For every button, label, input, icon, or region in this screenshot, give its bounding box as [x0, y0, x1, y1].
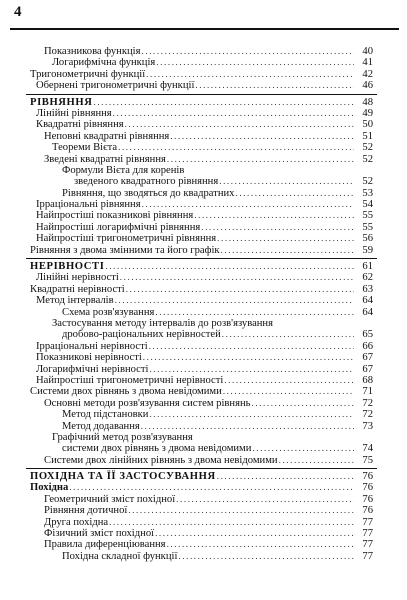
dot-leader [69, 482, 354, 493]
toc-entry-page-number: 61 [362, 261, 373, 273]
dot-leader [113, 108, 354, 119]
toc-entry-title: Логарифмічні нерівності [36, 363, 149, 375]
toc-entry-title: Правила диференціювання [44, 539, 166, 551]
dot-leader [115, 295, 354, 306]
dot-leader [156, 57, 354, 68]
toc-entry-page-number: 77 [362, 528, 373, 540]
section-divider [26, 258, 377, 259]
toc-entry[interactable] [30, 398, 373, 409]
toc-entry-title: Теореми Вієта [52, 142, 118, 154]
toc-entry[interactable] [30, 57, 373, 68]
toc-entry[interactable] [30, 46, 373, 57]
dot-leader [167, 154, 354, 165]
toc-entry[interactable] [30, 176, 373, 187]
dot-leader [217, 471, 354, 482]
dot-leader [224, 375, 354, 386]
toc-entry[interactable] [30, 233, 373, 244]
toc-entry-page-number: 71 [362, 386, 373, 398]
toc-entry[interactable] [30, 494, 373, 505]
toc-entry-title: Логарифмічна функція [52, 57, 156, 69]
toc-entry-page-number: 46 [362, 80, 373, 92]
toc-entry-page-number: 41 [362, 57, 373, 69]
toc-entry[interactable] [30, 443, 373, 454]
dot-leader [155, 528, 354, 539]
toc-entry[interactable] [30, 318, 373, 329]
toc-entry-title: Похідна складної функції [62, 550, 178, 562]
toc-section-heading[interactable] [30, 471, 373, 482]
toc-entry-title: Квадратні рівняння [36, 119, 124, 131]
dot-leader [125, 119, 354, 130]
dot-leader [126, 284, 354, 295]
toc-entry-page-number: 55 [362, 210, 373, 222]
dot-leader [141, 46, 354, 57]
toc-entry-title: Обернені тригонометричні функції [36, 80, 195, 92]
toc-entry-title: Графічний метод розв'язування [52, 431, 193, 443]
toc-entry-title: Найпростіші тригонометричні нерівності [36, 374, 224, 386]
toc-entry-title: Системи двох лінійних рівнянь з двома невідомими [44, 454, 278, 466]
dot-leader [109, 517, 354, 528]
dot-leader [201, 222, 354, 233]
toc-entry-page-number: 52 [362, 142, 373, 154]
dot-leader [105, 261, 354, 272]
toc-entry[interactable] [30, 352, 373, 363]
toc-entry[interactable] [30, 517, 373, 528]
toc-entry-title: Квадратні нерівності [30, 283, 125, 295]
section-divider [26, 468, 377, 469]
dot-leader [178, 551, 354, 562]
toc-entry-page-number: 52 [362, 176, 373, 188]
toc-entry[interactable] [30, 210, 373, 221]
toc-entry-title: Схема розв'язування [62, 306, 155, 318]
dot-leader [252, 443, 354, 454]
toc-entry-title: НЕРІВНОСТІ [30, 261, 105, 273]
toc-entry-title: Найпростіші логарифмічні рівняння [36, 221, 201, 233]
dot-leader [120, 272, 354, 283]
toc-entry-title: Лінійні рівняння [36, 107, 112, 119]
toc-entry-page-number: 48 [362, 96, 373, 108]
toc-entry-title: РІВНЯННЯ [30, 96, 93, 108]
toc-entry-title: Метод інтервалів [36, 295, 114, 307]
toc-entry-page-number: 67 [362, 352, 373, 364]
toc-entry-page-number: 55 [362, 221, 373, 233]
dot-leader [219, 176, 354, 187]
toc-entry-title: Похідна [30, 482, 69, 494]
dot-leader [128, 505, 354, 516]
toc-entry[interactable] [30, 409, 373, 420]
toc-entry-page-number: 59 [362, 244, 373, 256]
dot-leader [146, 69, 354, 80]
dot-leader [141, 421, 354, 432]
toc-entry-page-number: 72 [362, 397, 373, 409]
toc-entry[interactable] [30, 272, 373, 283]
toc-entry[interactable] [30, 188, 373, 199]
toc-entry-title: Найпростіші тригонометричні рівняння [36, 233, 217, 245]
toc-entry[interactable] [30, 199, 373, 210]
toc-entry-title: Показникові нерівності [36, 352, 142, 364]
toc-entry-page-number: 56 [362, 233, 373, 245]
toc-entry-title: ПОХІДНА ТА ЇЇ ЗАСТОСУВАННЯ [30, 471, 216, 483]
toc-entry[interactable] [30, 455, 373, 466]
toc-entry[interactable] [30, 119, 373, 130]
dot-leader [194, 210, 354, 221]
toc-entry-title: Показникова функція [44, 46, 141, 57]
toc-entry[interactable] [30, 284, 373, 295]
toc-entry[interactable] [30, 154, 373, 165]
toc-entry[interactable] [30, 482, 373, 493]
toc-entry-page-number: 42 [362, 68, 373, 80]
toc-entry[interactable] [30, 307, 373, 318]
toc-entry[interactable] [30, 131, 373, 142]
toc-entry-title: Лінійні нерівності [36, 272, 119, 284]
toc-entry-title: Рівняння дотичної [44, 505, 128, 517]
dot-leader [155, 307, 354, 318]
toc-entry[interactable] [30, 341, 373, 352]
toc-entry[interactable] [30, 222, 373, 233]
toc-entry-page-number: 76 [362, 505, 373, 517]
dot-leader [223, 386, 354, 397]
toc-entry-page-number: 54 [362, 199, 373, 211]
toc-entry-title: Фізичний зміст похідної [44, 528, 155, 540]
toc-entry-page-number: 64 [362, 306, 373, 318]
toc-entry-title: Неповні квадратні рівняння [44, 130, 170, 142]
dot-leader [149, 364, 354, 375]
toc-entry-title: Тригонометричні функції [30, 68, 146, 80]
dot-leader [221, 245, 354, 256]
dot-leader [167, 539, 354, 550]
toc-entry-page-number: 52 [362, 153, 373, 165]
toc-entry[interactable] [30, 80, 373, 91]
toc-entry[interactable] [30, 364, 373, 375]
toc-entry-page-number: 74 [362, 443, 373, 455]
dot-leader [143, 352, 354, 363]
toc-entry-page-number: 77 [362, 539, 373, 551]
toc-entry-title: зведеного квадратного рівняння [74, 176, 219, 188]
toc-entry-page-number: 50 [362, 119, 373, 131]
toc-entry-page-number: 66 [362, 340, 373, 352]
toc-entry[interactable] [30, 108, 373, 119]
toc-entry[interactable] [30, 421, 373, 432]
toc-entry-title: Рівняння з двома змінними та його графік [30, 244, 220, 256]
toc-entry[interactable] [30, 386, 373, 397]
toc-entry-page-number: 49 [362, 107, 373, 119]
toc-entry-title: Найпростіші показникові рівняння [36, 210, 194, 222]
toc-entry[interactable] [30, 142, 373, 153]
toc-entry-page-number: 62 [362, 272, 373, 284]
dot-leader [217, 233, 354, 244]
toc-entry[interactable] [30, 245, 373, 256]
toc-entry-page-number: 77 [362, 550, 373, 562]
toc-entry-page-number: 65 [362, 329, 373, 341]
toc-entry-page-number: 51 [362, 130, 373, 142]
toc-entry-page-number: 40 [362, 46, 373, 57]
toc-entry[interactable] [30, 329, 373, 340]
toc-entry[interactable] [30, 528, 373, 539]
toc-entry[interactable] [30, 69, 373, 80]
dot-leader [149, 409, 354, 420]
dot-leader [170, 131, 354, 142]
page-number: 4 [14, 4, 22, 20]
toc-entry-title: системи двох рівнянь з двома невідомими [62, 443, 252, 455]
header-rule [10, 28, 399, 30]
toc-entry[interactable] [30, 295, 373, 306]
toc-entry-title: Геометричний зміст похідної [44, 493, 176, 505]
toc-entry-page-number: 53 [362, 187, 373, 199]
toc-entry[interactable] [30, 375, 373, 386]
dot-leader [149, 341, 354, 352]
toc-entry-page-number: 76 [362, 482, 373, 494]
toc-section-heading[interactable] [30, 261, 373, 272]
toc-entry-title: Ірраціональні рівняння [36, 199, 141, 211]
toc-entry-title: Системи двох рівнянь з двома невідомими [30, 386, 222, 398]
toc-entry-page-number: 63 [362, 283, 373, 295]
toc-entry-title: Метод підстановки [62, 409, 149, 421]
toc-entry-page-number: 67 [362, 363, 373, 375]
toc-entry-title: Друга похідна [44, 516, 109, 528]
toc-entry-title: дробово-раціональних нерівностей [62, 329, 221, 341]
toc-entry-page-number: 75 [362, 454, 373, 466]
toc-entry-title: Метод додавання [62, 420, 140, 432]
toc-entry-title: Ірраціональні нерівності [36, 340, 148, 352]
dot-leader [195, 80, 354, 91]
dot-leader [176, 494, 354, 505]
dot-leader [142, 199, 354, 210]
toc-entry-page-number: 72 [362, 409, 373, 421]
toc-entry-title: Зведені квадратні рівняння [44, 153, 166, 165]
toc-entry-page-number: 76 [362, 471, 373, 483]
toc-entry[interactable] [30, 505, 373, 516]
dot-leader [118, 142, 354, 153]
toc-entry-page-number: 73 [362, 420, 373, 432]
toc-entry-title: Формули Вієта для коренів [62, 164, 185, 176]
toc-entry[interactable] [30, 165, 373, 176]
section-divider [26, 94, 377, 95]
toc-entry-title: Рівняння, що зводяться до квадратних [62, 187, 235, 199]
toc-entry-page-number: 68 [362, 374, 373, 386]
toc-section-heading[interactable] [30, 97, 373, 108]
toc-entry[interactable] [30, 551, 373, 562]
dot-leader [279, 455, 354, 466]
toc-entry-title: Застосування методу інтервалів до розв'язування [52, 317, 273, 329]
dot-leader [251, 398, 354, 409]
toc-entry-page-number: 76 [362, 493, 373, 505]
toc-entry[interactable] [30, 432, 373, 443]
toc-entry-title: Основні методи розв'язування систем рівнянь [44, 397, 251, 409]
dot-leader [93, 97, 354, 108]
dot-leader [222, 329, 354, 340]
toc-entry-page-number: 77 [362, 516, 373, 528]
toc-entry-page-number: 64 [362, 295, 373, 307]
toc-entry[interactable] [30, 539, 373, 550]
dot-leader [235, 188, 354, 199]
table-of-contents [30, 46, 373, 562]
